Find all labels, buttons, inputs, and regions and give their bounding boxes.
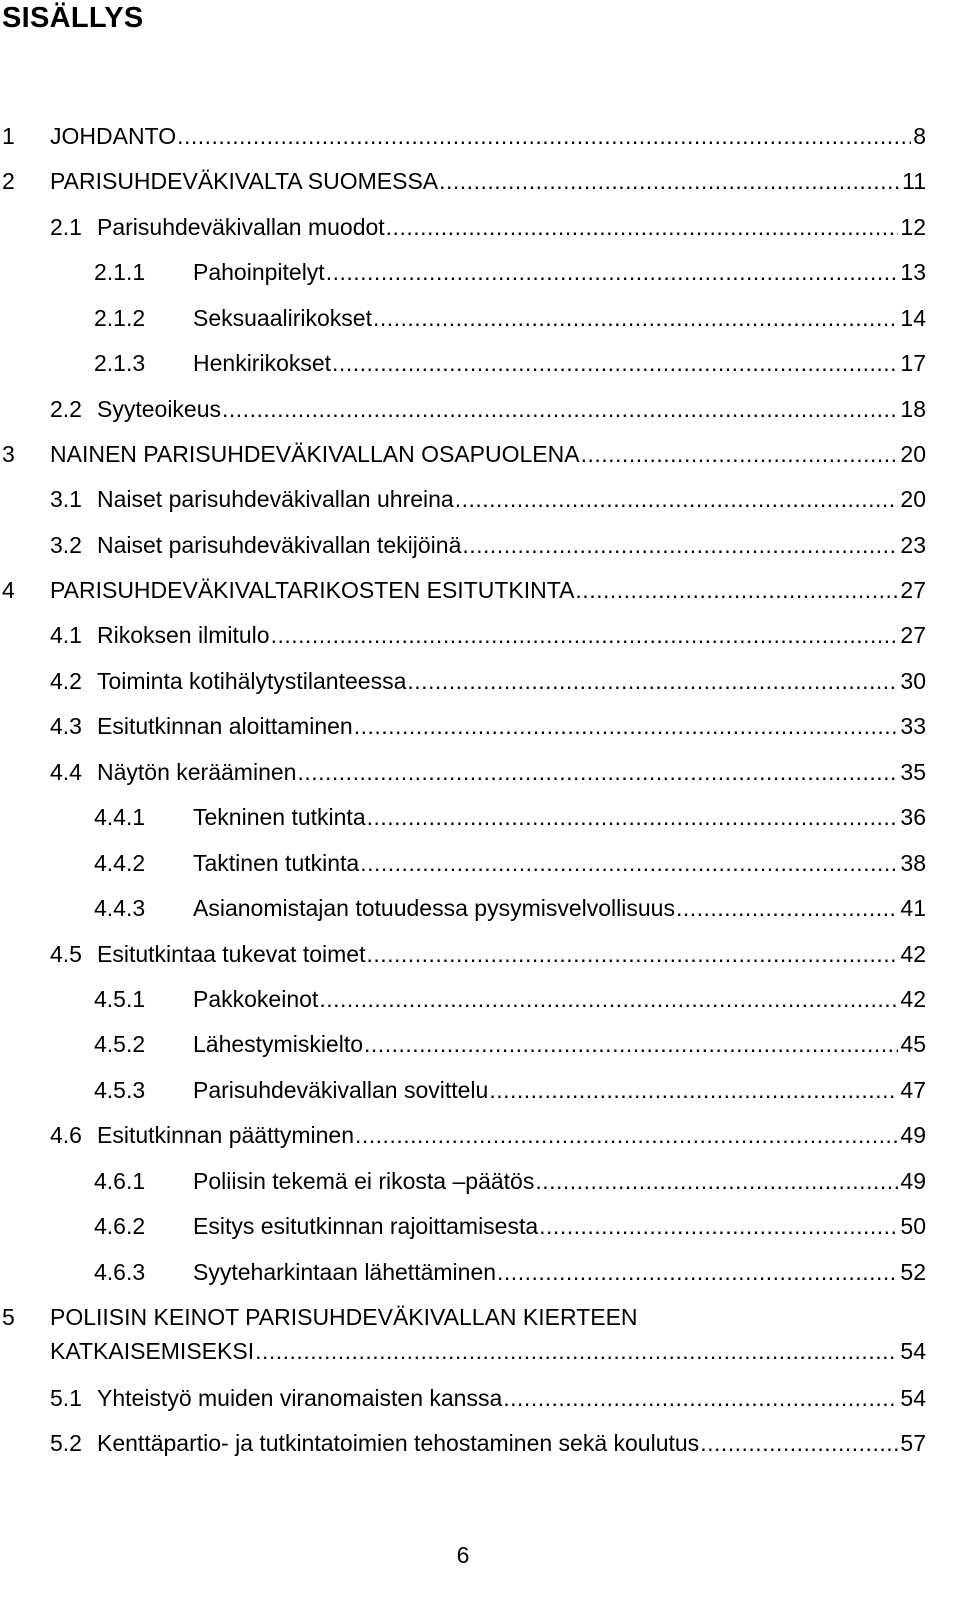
toc-entry-number: 3.1 xyxy=(50,486,82,512)
toc-entry-page: 49 xyxy=(900,1168,926,1194)
toc-entry-title: Parisuhdeväkivallan sovittelu xyxy=(193,1077,489,1103)
toc-entry[interactable] xyxy=(97,939,926,969)
toc-entry-number: 2.1.1 xyxy=(94,259,146,285)
toc-entry-number: 5.1 xyxy=(50,1385,82,1411)
toc-entry[interactable] xyxy=(97,1383,926,1413)
toc-entry-page: 52 xyxy=(900,1259,926,1285)
toc-entry-page: 17 xyxy=(900,350,926,376)
toc-entry[interactable] xyxy=(97,620,926,650)
toc-entry-number: 4.1 xyxy=(50,622,82,648)
toc-dot-leader xyxy=(539,1211,898,1241)
toc-entry-number: 2 xyxy=(2,168,15,194)
toc-entry-page: 36 xyxy=(900,804,926,830)
toc-entry-page: 42 xyxy=(900,986,926,1012)
toc-entry-title: Seksuaalirikokset xyxy=(193,305,372,331)
toc-entry[interactable] xyxy=(193,1075,926,1105)
toc-entry[interactable] xyxy=(50,166,926,196)
toc-entry[interactable] xyxy=(193,257,926,287)
toc-entry-page: 30 xyxy=(900,668,926,694)
toc-entry-title: Syyteoikeus xyxy=(97,396,222,422)
toc-entry-page: 42 xyxy=(900,941,926,967)
toc-entry-page: 27 xyxy=(900,577,926,603)
toc-entry[interactable] xyxy=(193,1029,926,1059)
toc-entry-title: Näytön kerääminen xyxy=(97,759,297,785)
toc-dot-leader xyxy=(676,893,898,923)
toc-entry-page: 38 xyxy=(900,850,926,876)
toc-entry-number: 4.3 xyxy=(50,713,82,739)
toc-entry-page: 41 xyxy=(900,895,926,921)
toc-entry-page: 11 xyxy=(902,168,926,194)
toc-dot-leader xyxy=(503,1383,898,1413)
toc-entry[interactable] xyxy=(97,394,926,424)
toc-entry[interactable] xyxy=(97,1120,926,1150)
toc-entry[interactable] xyxy=(50,575,926,605)
toc-entry-number: 2.1.2 xyxy=(94,305,146,331)
toc-entry[interactable] xyxy=(50,121,926,151)
toc-dot-leader xyxy=(332,348,898,378)
toc-entry-number: 4.6 xyxy=(50,1122,82,1148)
toc-dot-leader xyxy=(255,1336,898,1366)
toc-entry-title: Pakkokeinot xyxy=(193,986,319,1012)
toc-entry-title: PARISUHDEVÄKIVALTARIKOSTEN ESITUTKINTA xyxy=(50,577,575,603)
toc-entry-title: NAINEN PARISUHDEVÄKIVALLAN OSAPUOLENA xyxy=(50,441,580,467)
toc-dot-leader xyxy=(271,620,899,650)
toc-entry-number: 4.4.2 xyxy=(94,850,146,876)
toc-dot-leader xyxy=(497,1257,898,1287)
toc-dot-leader xyxy=(355,1120,898,1150)
toc-entry-page: 18 xyxy=(900,396,926,422)
toc-dot-leader xyxy=(489,1075,898,1105)
toc-dot-leader xyxy=(373,303,898,333)
toc-dot-leader xyxy=(535,1166,898,1196)
toc-entry-title: Esitutkintaa tukevat toimet xyxy=(97,941,366,967)
toc-dot-leader xyxy=(364,1029,898,1059)
toc-entry-title: JOHDANTO xyxy=(50,123,177,149)
toc-entry-title: Lähestymiskielto xyxy=(193,1031,364,1057)
toc-entry-page: 47 xyxy=(900,1077,926,1103)
toc-entry-page: 45 xyxy=(900,1031,926,1057)
toc-entry-number: 4.5.2 xyxy=(94,1031,146,1057)
toc-dot-leader xyxy=(407,666,898,696)
toc-entry-page: 33 xyxy=(900,713,926,739)
toc-entry-number: 4.6.3 xyxy=(94,1259,146,1285)
toc-dot-leader xyxy=(439,166,900,196)
toc-entry-page: 20 xyxy=(900,441,926,467)
toc-entry-page: 35 xyxy=(900,759,926,785)
toc-entry-number: 4.5.3 xyxy=(94,1077,146,1103)
toc-entry-number: 4.5 xyxy=(50,941,82,967)
toc-entry-title: Naiset parisuhdeväkivallan uhreina xyxy=(97,486,454,512)
toc-entry[interactable] xyxy=(97,530,926,560)
toc-dot-leader xyxy=(360,848,898,878)
toc-dot-leader xyxy=(222,394,898,424)
toc-entry-number: 5 xyxy=(2,1304,15,1330)
toc-entry-number: 2.1.3 xyxy=(94,350,146,376)
toc-entry-number: 4.4 xyxy=(50,759,82,785)
toc-entry-page: 23 xyxy=(900,532,926,558)
toc-dot-leader xyxy=(455,484,899,514)
toc-entry-number: 4.4.1 xyxy=(94,804,146,830)
toc-entry-title: Naiset parisuhdeväkivallan tekijöinä xyxy=(97,532,462,558)
toc-dot-leader xyxy=(700,1428,898,1458)
toc-entry-number: 3.2 xyxy=(50,532,82,558)
toc-entry-page: 8 xyxy=(913,123,926,149)
toc-entry-page: 54 xyxy=(900,1338,926,1364)
toc-entry-number: 1 xyxy=(2,123,15,149)
page-number: 6 xyxy=(456,1542,470,1568)
toc-dot-leader xyxy=(177,121,911,151)
toc-entry-title: Pahoinpitelyt xyxy=(193,259,325,285)
toc-entry[interactable] xyxy=(97,666,926,696)
toc-entry[interactable] xyxy=(97,484,926,514)
toc-entry[interactable] xyxy=(193,348,926,378)
toc-entry-page: 27 xyxy=(900,622,926,648)
toc-entry-page: 57 xyxy=(900,1430,926,1456)
toc-entry[interactable] xyxy=(193,802,926,832)
toc-entry-number: 4.5.1 xyxy=(94,986,146,1012)
toc-entry[interactable] xyxy=(97,1428,926,1458)
toc-entry-title: Henkirikokset xyxy=(193,350,332,376)
toc-entry-page: 49 xyxy=(900,1122,926,1148)
toc-dot-leader xyxy=(575,575,898,605)
toc-dot-leader xyxy=(354,711,899,741)
toc-entry-title: Taktinen tutkinta xyxy=(193,850,360,876)
toc-entry-title: Asianomistajan totuudessa pysymisvelvollisuus xyxy=(193,895,675,921)
toc-entry[interactable] xyxy=(193,1257,926,1287)
toc-entry-page: 20 xyxy=(900,486,926,512)
toc-dot-leader xyxy=(366,939,898,969)
toc-dot-leader xyxy=(297,757,898,787)
toc-dot-leader xyxy=(462,530,898,560)
toc-entry-page: 54 xyxy=(900,1385,926,1411)
toc-entry-number: 4 xyxy=(2,577,15,603)
toc-entry-title-line: POLIISIN KEINOT PARISUHDEVÄKIVALLAN KIERTEEN xyxy=(50,1304,638,1330)
toc-entry-page: 13 xyxy=(900,259,926,285)
toc-entry-title: Toiminta kotihälytystilanteessa xyxy=(97,668,407,694)
toc-entry-title: Parisuhdeväkivallan muodot xyxy=(97,214,385,240)
toc-entry-number: 4.6.2 xyxy=(94,1213,146,1239)
toc-entry-title: Esitys esitutkinnan rajoittamisesta xyxy=(193,1213,539,1239)
toc-entry[interactable] xyxy=(193,303,926,333)
toc-entry[interactable] xyxy=(97,757,926,787)
toc-entry-page: 50 xyxy=(900,1213,926,1239)
toc-entry-page: 12 xyxy=(900,214,926,240)
toc-entry-number: 2.2 xyxy=(50,396,82,422)
toc-entry-number: 2.1 xyxy=(50,214,82,240)
toc-entry-number: 3 xyxy=(2,441,15,467)
toc-entry-page: 14 xyxy=(900,305,926,331)
toc-entry-number: 5.2 xyxy=(50,1430,82,1456)
toc-entry-number: 4.4.3 xyxy=(94,895,146,921)
toc-entry[interactable] xyxy=(193,984,926,1014)
toc-entry-title: KATKAISEMISEKSI xyxy=(50,1338,255,1364)
toc-entry[interactable] xyxy=(50,439,926,469)
toc-dot-leader xyxy=(386,212,899,242)
toc-entry-title: Tekninen tutkinta xyxy=(193,804,366,830)
toc-entry-title: Yhteistyö muiden viranomaisten kanssa xyxy=(97,1385,503,1411)
toc-entry-number: 4.6.1 xyxy=(94,1168,146,1194)
toc-entry-title: Poliisin tekemä ei rikosta –päätös xyxy=(193,1168,535,1194)
toc-entry-title: PARISUHDEVÄKIVALTA SUOMESSA xyxy=(50,168,439,194)
toc-entry[interactable] xyxy=(97,711,926,741)
toc-entry[interactable] xyxy=(193,1211,926,1241)
toc-dot-leader xyxy=(319,984,898,1014)
toc-entry-title: Esitutkinnan päättyminen xyxy=(97,1122,354,1148)
toc-dot-leader xyxy=(367,802,899,832)
toc-entry-title: Syyteharkintaan lähettäminen xyxy=(193,1259,497,1285)
toc-dot-leader xyxy=(326,257,899,287)
toc-entry[interactable] xyxy=(97,212,926,242)
toc-entry-title: Rikoksen ilmitulo xyxy=(97,622,270,648)
toc-entry-number: 4.2 xyxy=(50,668,82,694)
toc-entry[interactable] xyxy=(50,1336,926,1366)
toc-entry[interactable] xyxy=(193,1166,926,1196)
toc-entry-title: Kenttäpartio- ja tutkintatoimien tehostaminen sekä koulutus xyxy=(97,1430,700,1456)
toc-entry-title: Esitutkinnan aloittaminen xyxy=(97,713,353,739)
toc-dot-leader xyxy=(581,439,899,469)
toc-entry[interactable] xyxy=(193,848,926,878)
toc-heading: SISÄLLYS xyxy=(2,2,144,34)
toc-entry[interactable] xyxy=(193,893,926,923)
